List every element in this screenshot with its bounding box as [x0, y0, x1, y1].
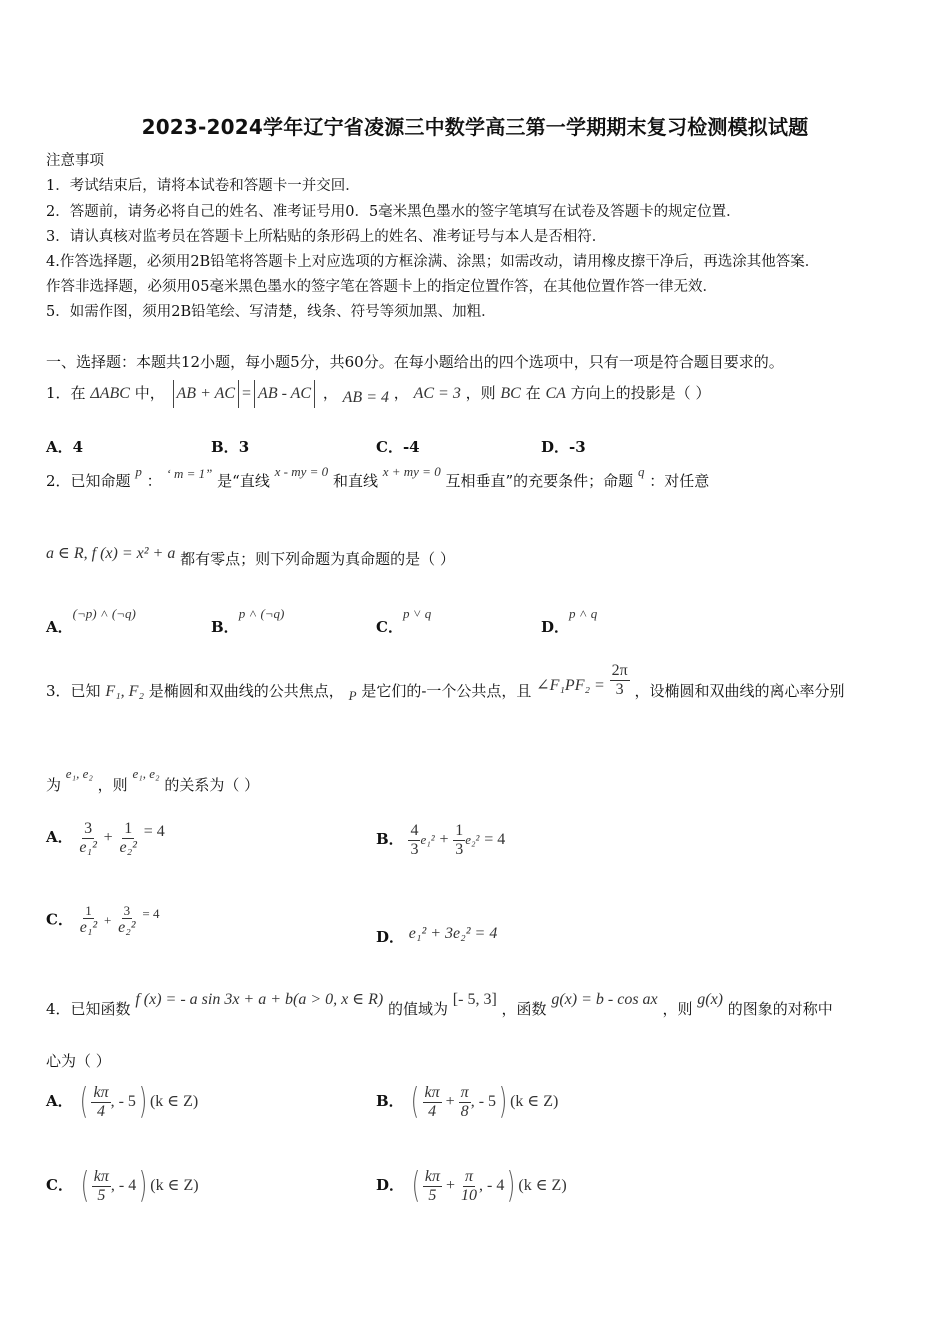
option-a: A．4 — [46, 438, 84, 456]
abs-bar-icon — [173, 380, 174, 408]
fraction: $\frac{1}{3}$ — [455, 822, 464, 858]
abs-bar-icon — [238, 380, 239, 408]
option-c: C． $\frac{1}{\text{e₁²}}$ + $\frac{3}{\text{e₂²}}$ = 4 — [46, 903, 160, 937]
notice-item: 4.作答选择题，必须用2B铅笔将答题卡上对应选项的方框涂满、涂黑；如需改动，请用橡皮擦干净后，再选涂其他答案． — [46, 254, 820, 270]
option-d: D． ( $\frac{k\pi}{5}$ + $\frac{\pi}{10}$ , - 4) (k ∈ Z) — [376, 1165, 567, 1207]
question-1: 1．在 ΔABC 中， AB + AC = AB - AC ， AB = 4 ， AC = 3 ，则 BC 在 CA 方向上的投影是（ ） — [46, 380, 710, 408]
option-b: B．p ˄ (¬q) — [211, 606, 285, 636]
option-c: C． ( $\frac{k\pi}{5}$ , - 4) (k ∈ Z) — [46, 1165, 199, 1207]
option-d: D．-3 — [541, 438, 586, 456]
option-c: C．-4 — [376, 438, 420, 456]
option-b: B． ( $\frac{k\pi}{4}$ + $\frac{\pi}{8}$ , - 5) (k ∈ Z) — [376, 1081, 559, 1123]
fraction: $\frac{k\pi}{5}$ — [93, 1168, 109, 1204]
notice-item: 作答非选择题，必须用05毫米黑色墨水的签字笔在答题卡上的指定位置作答，在其他位置作答一律无效． — [46, 279, 717, 295]
fraction: $\frac{2\pi}{3}$ — [611, 662, 628, 698]
option-b: B． $\frac{4}{3}$ e₁² + $\frac{1}{3}$ e₂² = 4 — [376, 822, 506, 858]
section-heading: 一、选择题：本题共12小题，每小题5分，共60分。在每小题给出的四个选项中，只有一项是符合题目要求的。 — [46, 353, 784, 371]
fraction: $\frac{3}{\text{e₂²}}$ — [118, 903, 136, 937]
fraction: $\frac{\pi}{8}$ — [460, 1084, 469, 1120]
fraction: $\frac{k\pi}{4}$ — [93, 1084, 109, 1120]
fraction: $\frac{1}{\text{e₂²}}$ — [119, 820, 137, 856]
notice-item: 5．如需作图，须用2B铅笔绘、写清楚，线条、符号等须加黑、加粗． — [46, 304, 496, 320]
question-2: 2．已知命题 p ： ‘ m = 1” 是“直线 x - my = 0 和直线 x + my = 0 互相垂直”的充要条件；命题 q ：对任意 — [46, 464, 710, 490]
abs-bar-icon — [254, 380, 255, 408]
option-a: A． $\frac{3}{\text{e₁²}}$ + $\frac{1}{\text{e₂²}}$ = 4 — [46, 820, 165, 856]
notice-item: 2．答题前，请务必将自己的姓名、准考证号用0．5毫米黑色墨水的签字笔填写在试卷及答题卡的规定位置． — [46, 204, 741, 220]
fraction: $\frac{k\pi}{5}$ — [424, 1168, 440, 1204]
fraction: $\frac{3}{\text{e₁²}}$ — [79, 820, 97, 856]
question-3: 3．已知 F₁, F₂ 是椭圆和双曲线的公共焦点， P 是它们的-一个公共点，且 ∠F₁PF₂ = $\frac{2\pi}{3}$ ，设椭圆和双曲线的离心率分别 — [46, 662, 845, 704]
question-4-line2: 心为（ ） — [46, 1052, 111, 1070]
fraction: $\frac{1}{\text{e₁²}}$ — [79, 903, 98, 937]
fraction: $\frac{k\pi}{4}$ — [424, 1084, 440, 1120]
option-a: A． ( $\frac{k\pi}{4}$ , - 5) (k ∈ Z) — [46, 1081, 199, 1123]
question-3-line2: 为 e₁, e₂ ，则 e₁, e₂ 的关系为（ ） — [46, 766, 260, 794]
option-b: B．3 — [211, 438, 250, 456]
question-4: 4．已知函数 f (x) = - a sin 3x + a + b(a > 0, x ∈ R) 的值域为 [- 5, 3] ，函数 g(x) = b - cos ax ，则 g(x) 的图象的对称中 — [46, 991, 833, 1018]
page-title: 2023-2024学年辽宁省凌源三中数学高三第一学期期末复习检测模拟试题 — [141, 115, 809, 139]
notice-item: 1．考试结束后，请将本试卷和答题卡一并交回． — [46, 178, 360, 194]
option-c: C．p ˅ q — [376, 606, 432, 636]
question-2-line2: a ∈ R, f (x) = x² + a 都有零点；则下列命题为真命题的是（ ） — [46, 545, 455, 568]
fraction: $\frac{\pi}{10}$ — [461, 1168, 477, 1204]
option-d: D．p ˄ q — [541, 606, 598, 636]
option-d: D． e₁² + 3e₂² = 4 — [376, 925, 498, 946]
fraction: $\frac{4}{3}$ — [410, 822, 419, 858]
notice-item: 3．请认真核对监考员在答题卡上所粘贴的条形码上的姓名、准考证号与本人是否相符． — [46, 229, 607, 245]
abs-bar-icon — [314, 380, 315, 408]
option-a: A．(¬p) ˄ (¬q) — [46, 606, 136, 636]
notice-heading: 注意事项 — [46, 153, 104, 169]
